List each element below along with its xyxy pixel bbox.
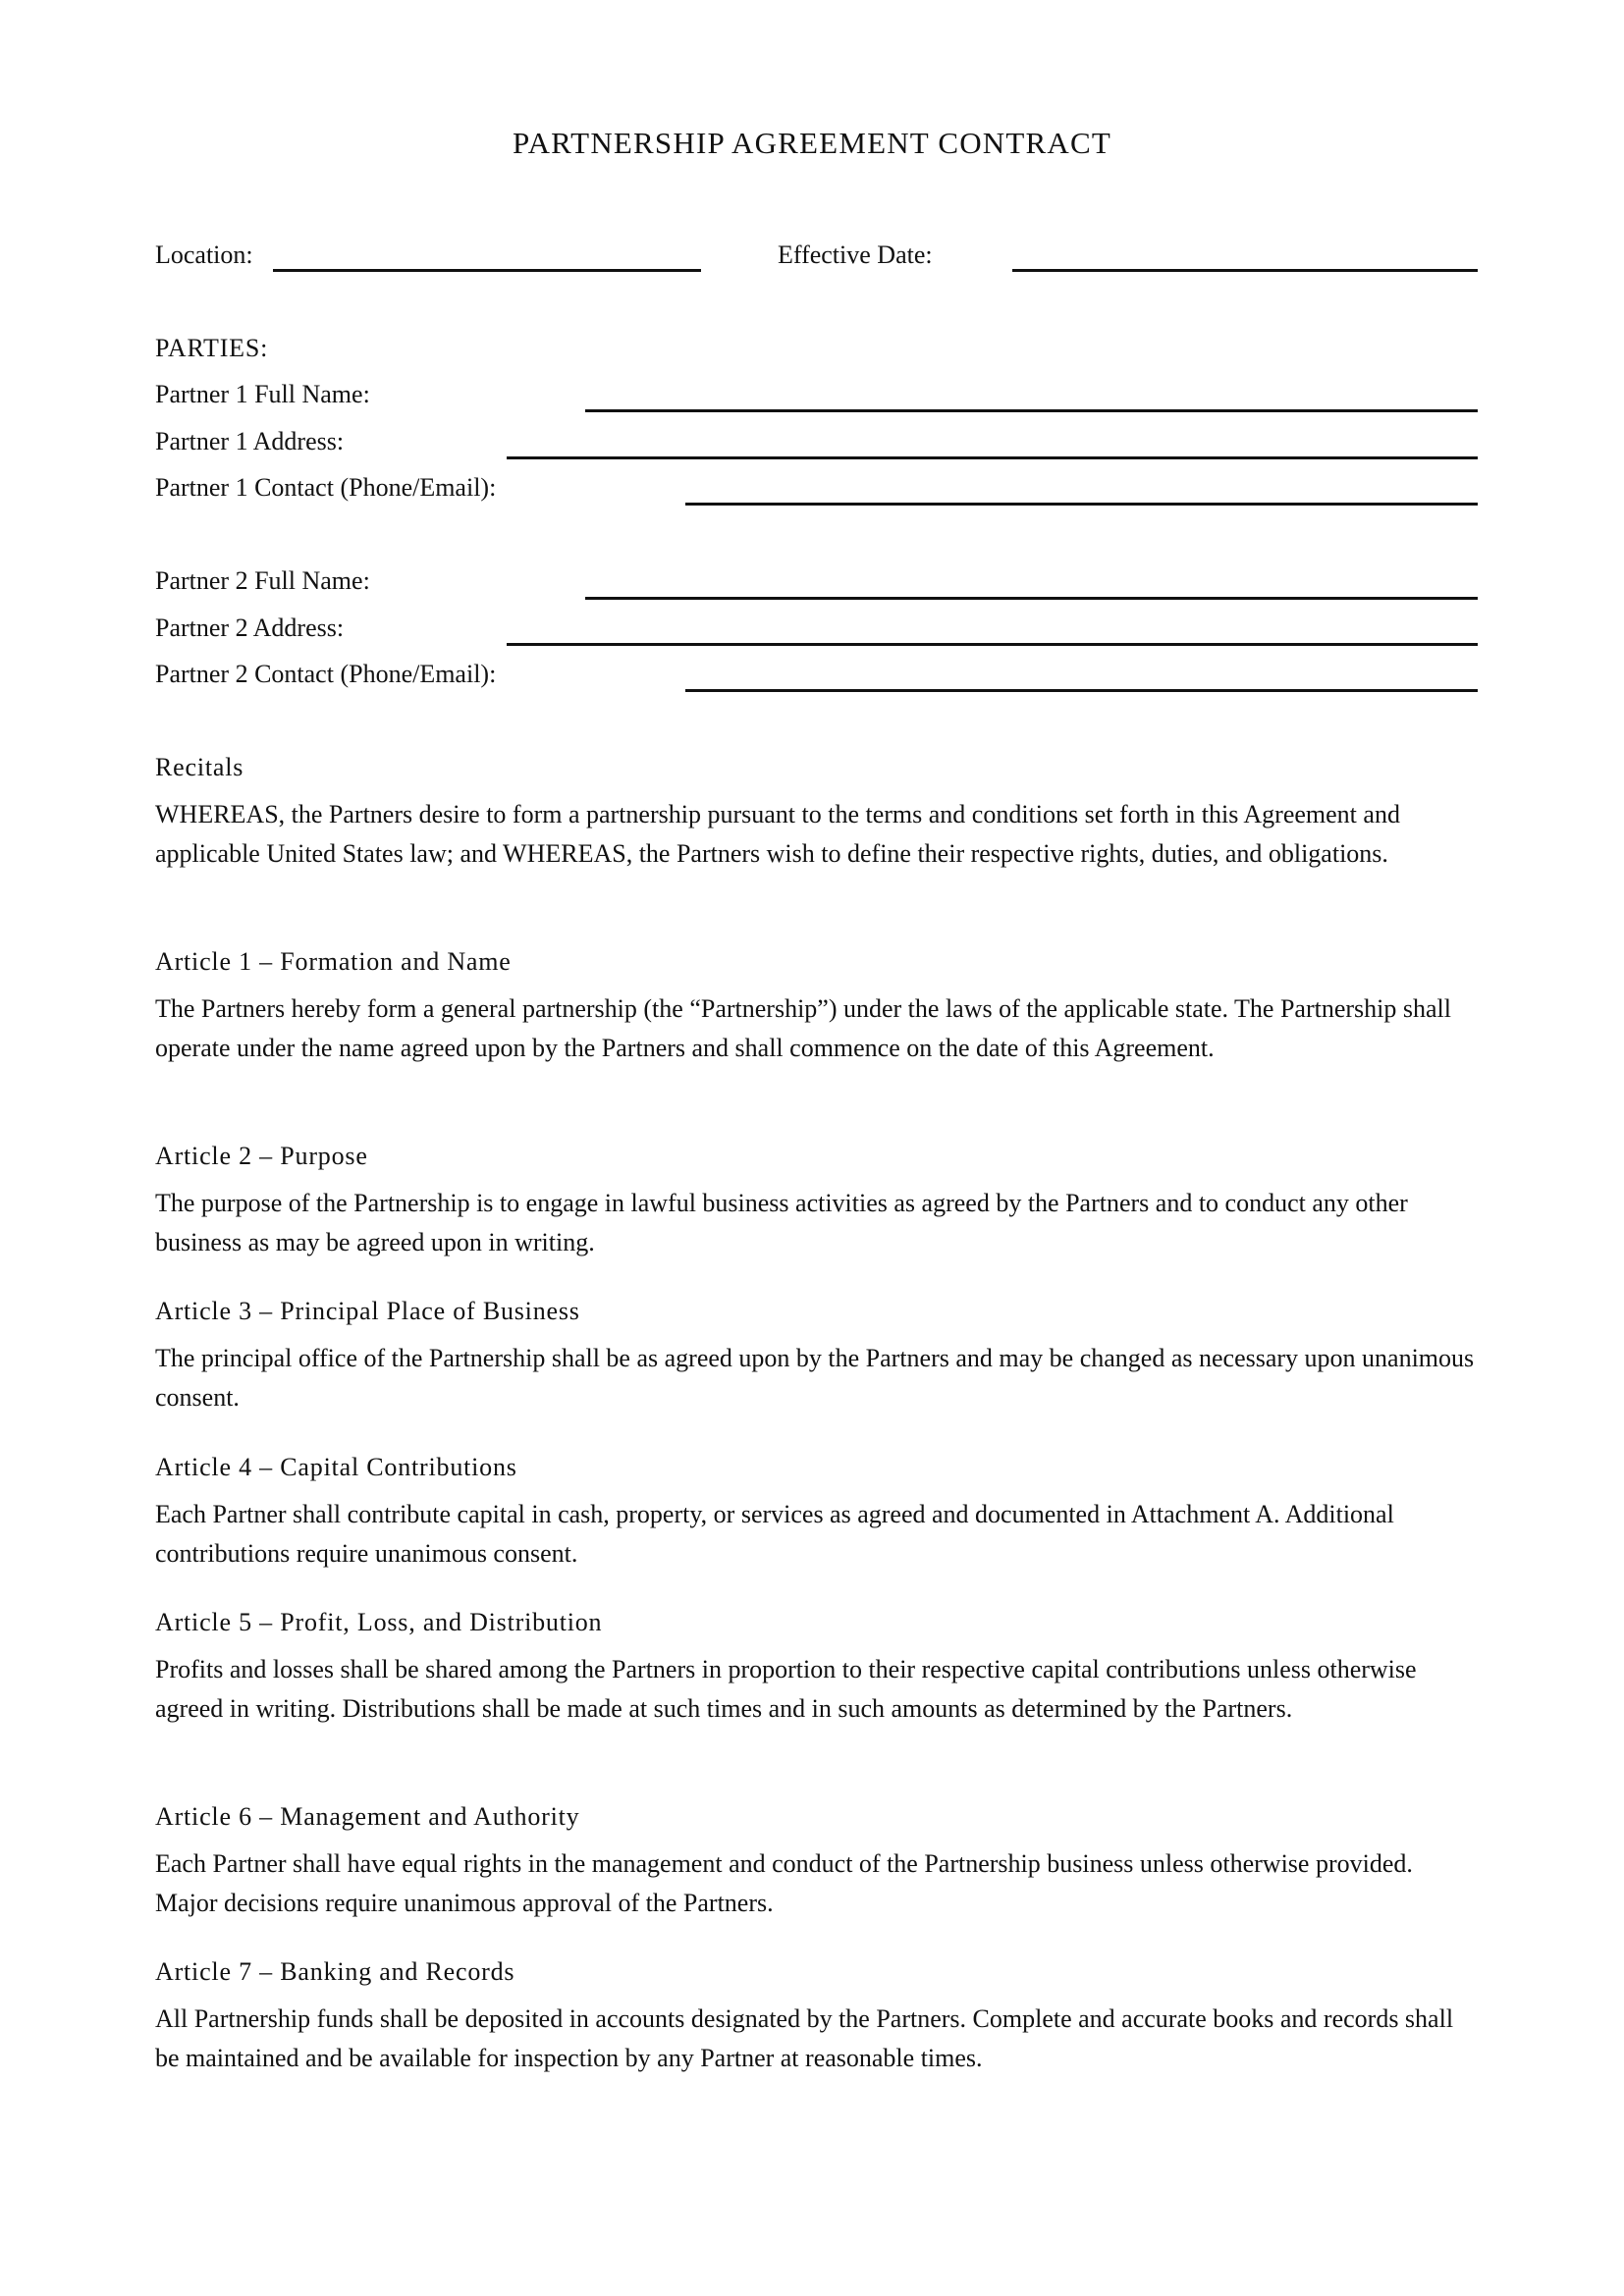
article-3-heading: Article 3 – Principal Place of Business — [155, 1297, 580, 1325]
article-3-body: The principal office of the Partnership shall be as agreed upon by the Partners and may be changed as necessary upon unanimous consent. — [155, 1344, 1475, 1412]
partner2-name-label: Partner 2 Full Name: — [155, 566, 370, 595]
partner1-name-label: Partner 1 Full Name: — [155, 380, 370, 408]
partner2-contact-label: Partner 2 Contact (Phone/Email): — [155, 660, 497, 688]
partner2-contact-field[interactable] — [685, 689, 1478, 692]
effective-date-field[interactable] — [1012, 269, 1478, 272]
article-7-heading: Article 7 – Banking and Records — [155, 1957, 515, 1986]
partner2-address-label: Partner 2 Address: — [155, 614, 345, 642]
article-6-body: Each Partner shall have equal rights in the management and conduct of the Partnership business unless otherwise provided. Major decisions require unanimous approval of the Partners. — [155, 1849, 1413, 1917]
partner1-name-field[interactable] — [585, 409, 1478, 412]
location-label: Location: — [155, 240, 253, 269]
article-2-heading: Article 2 – Purpose — [155, 1142, 368, 1170]
article-2-body: The purpose of the Partnership is to engage in lawful business activities as agreed by the Partners and to conduct any other business as may be agreed upon in writing. — [155, 1189, 1408, 1256]
recitals-body: WHEREAS, the Partners desire to form a partnership pursuant to the terms and conditions set forth in this Agreement and applicable United States law; and WHEREAS, the Partners wish to define their respective rights, duties, and obligations. — [155, 800, 1400, 868]
partner1-contact-label: Partner 1 Contact (Phone/Email): — [155, 473, 497, 502]
article-4-body: Each Partner shall contribute capital in cash, property, or services as agreed and documented in Attachment A. Additional contributions require unanimous consent. — [155, 1500, 1394, 1568]
parties-heading: PARTIES: — [155, 334, 269, 362]
article-6-heading: Article 6 – Management and Authority — [155, 1802, 580, 1831]
recitals-heading: Recitals — [155, 753, 244, 781]
article-4-heading: Article 4 – Capital Contributions — [155, 1453, 517, 1481]
article-1-body: The Partners hereby form a general partnership (the “Partnership”) under the laws of the applicable state. The Partnership shall operate under the name agreed upon by the Partners and shall commence on the date of this Agreement. — [155, 994, 1451, 1062]
effective-date-label: Effective Date: — [778, 240, 933, 269]
partner1-address-label: Partner 1 Address: — [155, 427, 345, 455]
partner2-address-field[interactable] — [507, 643, 1478, 646]
document-title: PARTNERSHIP AGREEMENT CONTRACT — [512, 126, 1111, 160]
partner2-name-field[interactable] — [585, 597, 1478, 600]
article-1-heading: Article 1 – Formation and Name — [155, 947, 512, 976]
article-5-heading: Article 5 – Profit, Loss, and Distribution — [155, 1608, 603, 1636]
partner1-contact-field[interactable] — [685, 503, 1478, 506]
article-7-body: All Partnership funds shall be deposited in accounts designated by the Partners. Complete and accurate books and records shall be maintained and be available for inspection by any Partner at reasonable times. — [155, 2004, 1454, 2072]
partner1-address-field[interactable] — [507, 456, 1478, 459]
location-field[interactable] — [273, 269, 701, 272]
article-5-body: Profits and losses shall be shared among the Partners in proportion to their respective capital contributions unless otherwise agreed in writing. Distributions shall be made at such times and in such amounts as determined by the Partners. — [155, 1655, 1417, 1723]
